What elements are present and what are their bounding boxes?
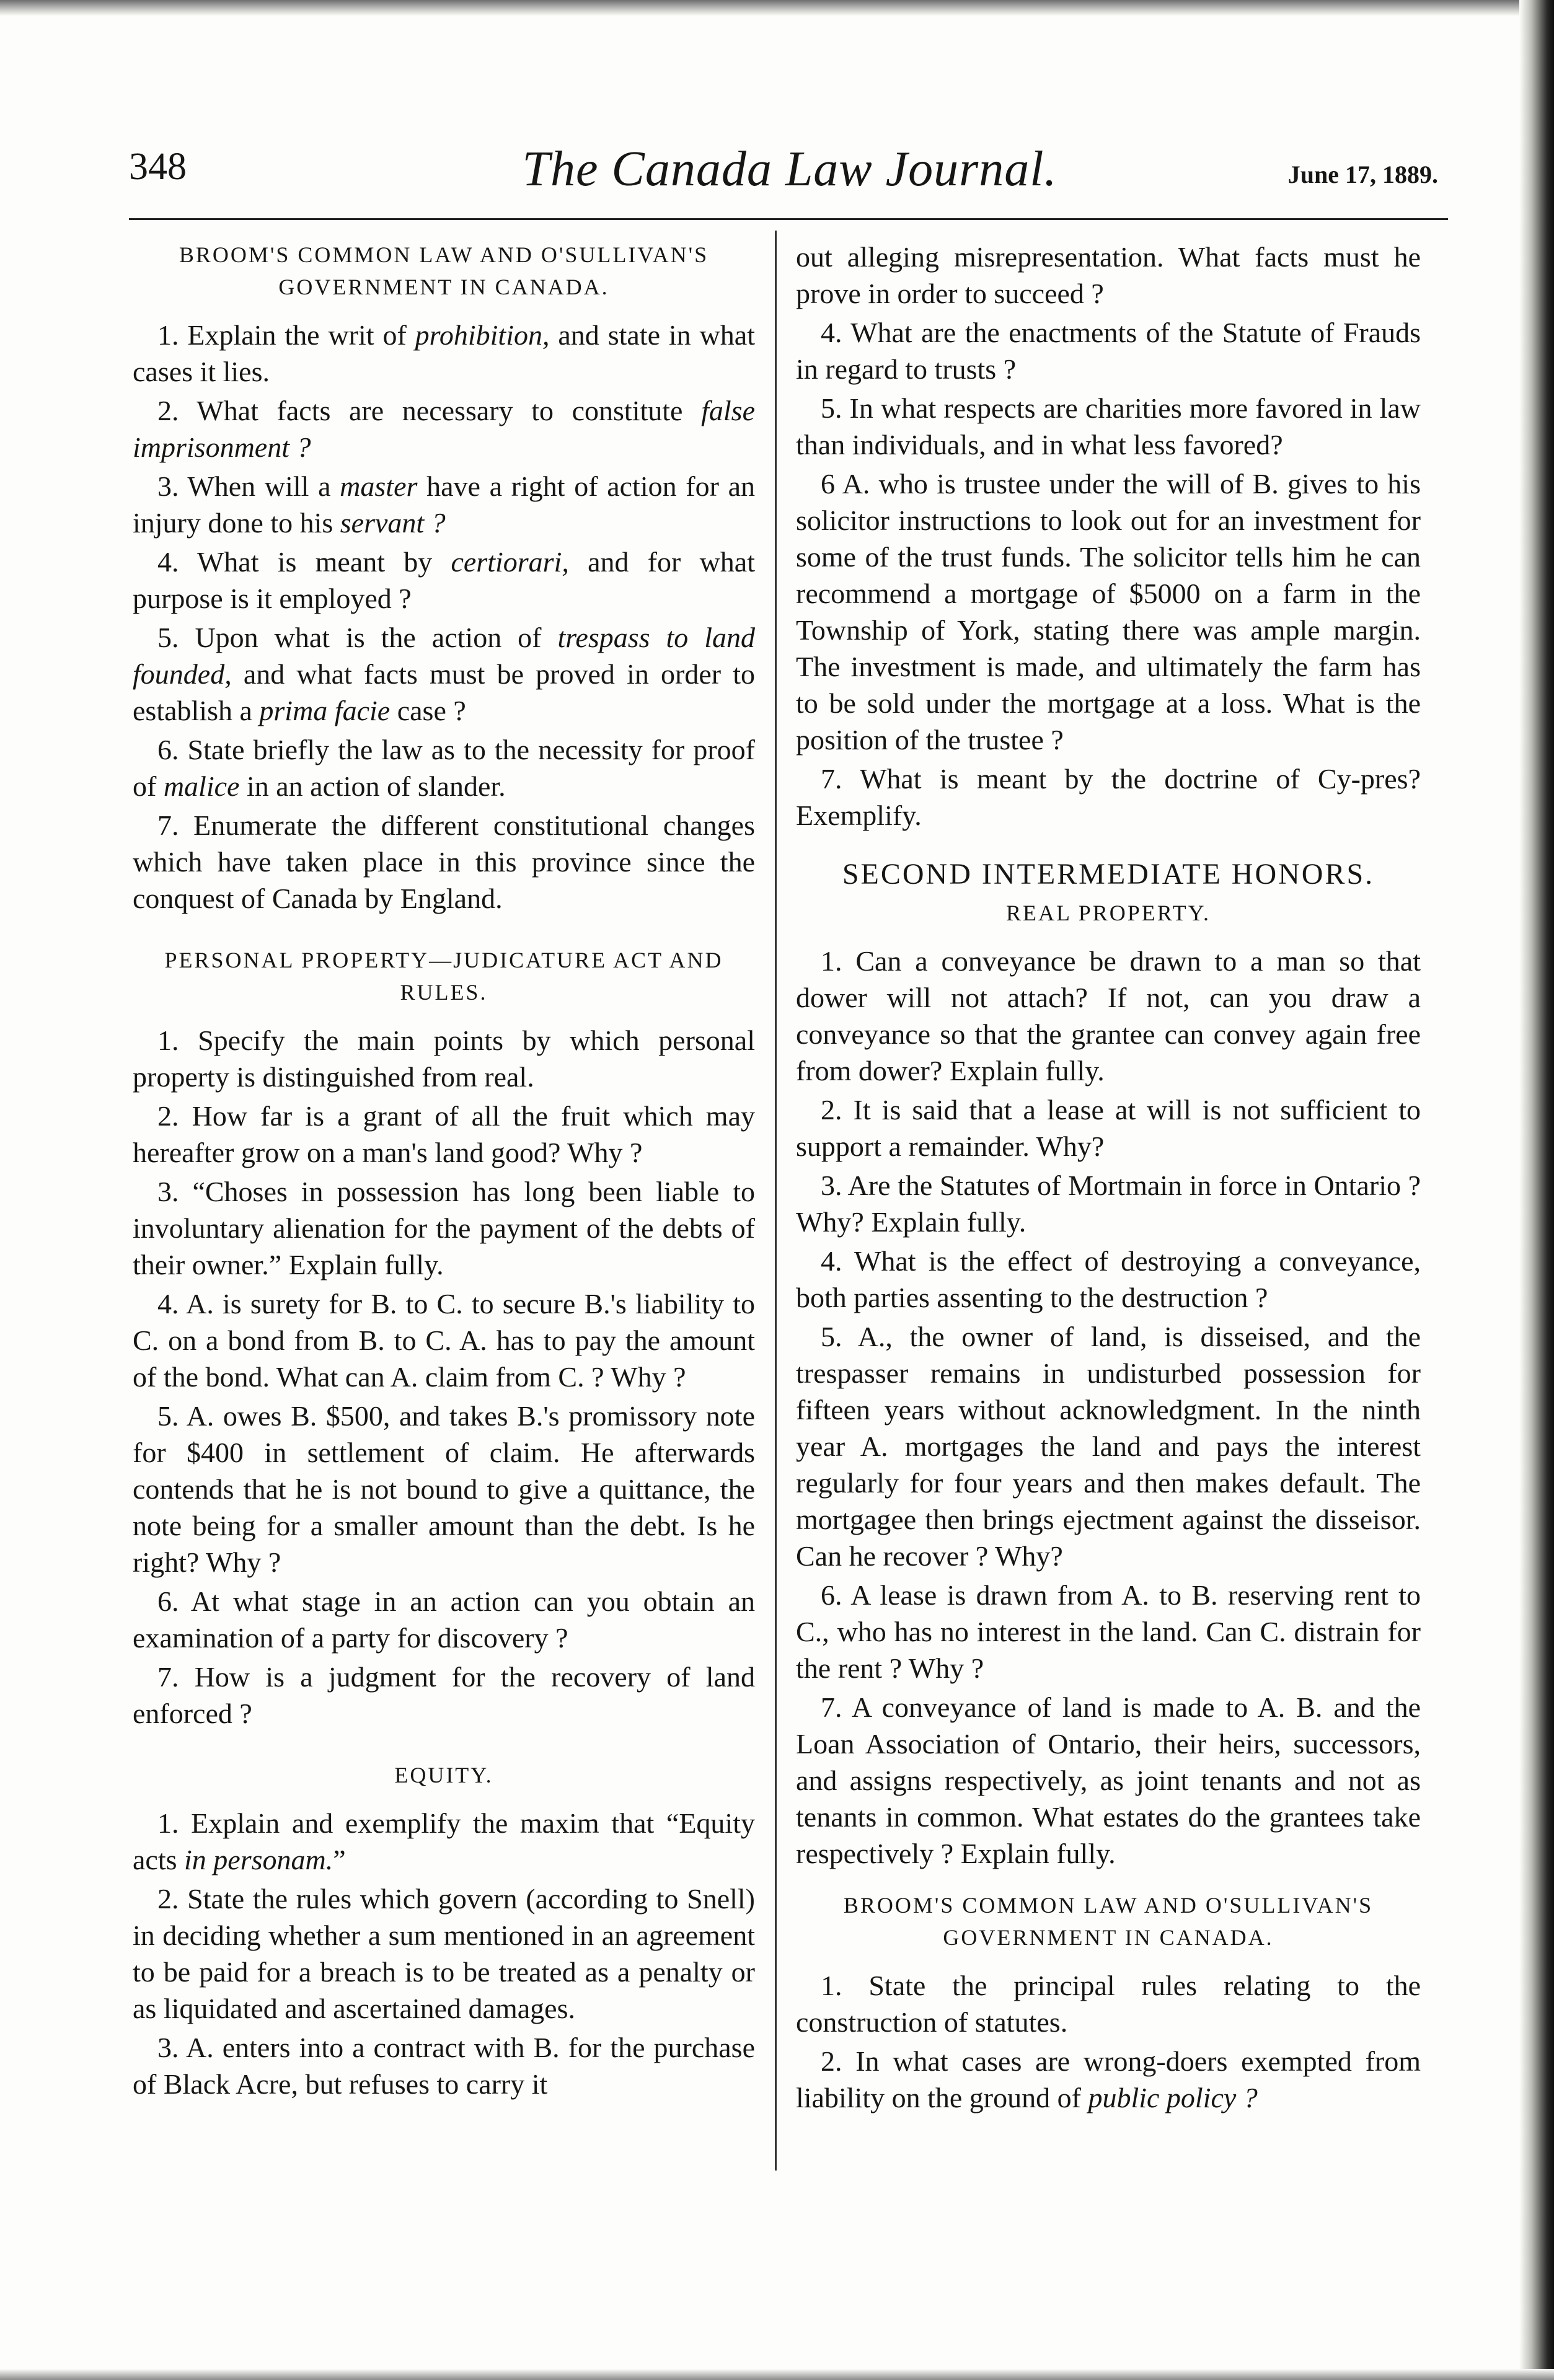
question: 1. Explain and exemplify the maxim that “Equity acts in personam.” — [133, 1807, 755, 1875]
question: 2. In what cases are wrong-doers exempted from liability on the ground of public policy ? — [796, 2045, 1421, 2113]
question: 2. What facts are necessary to constitute false imprisonment ? — [133, 395, 755, 463]
question: 5. A. owes B. $500, and takes B.'s promissory note for $400 in settlement of claim. He afterwards contends that he is not bound to give a quittance, the note being for a smaller amount than the debt. Is he right? Why ? — [133, 1400, 755, 1578]
question: 5. A., the owner of land, is disseised, and the trespasser remains in undisturbed possession for fifteen years without acknowledgment. In the ninth year A. mortgages the land and pays the interest regularly for four years and then makes default. The mortgagee then brings ejectment against the disseisor. Can he recover ? Why? — [796, 1321, 1421, 1572]
question: 4. A. is surety for B. to C. to secure B.'s liability to C. on a bond from B. to C. A. has to pay the amount of the bond. What can A. claim from C. ? Why ? — [133, 1288, 755, 1393]
question: 3. A. enters into a contract with B. for the purchase of Black Acre, but refuses to carry it — [133, 2032, 755, 2100]
question: 2. How far is a grant of all the fruit which may hereafter grow on a man's land good? Why ? — [133, 1100, 755, 1168]
section-heading-major: SECOND INTERMEDIATE HONORS. — [842, 858, 1375, 891]
header-rule — [129, 218, 1448, 220]
scan-edge-top — [0, 0, 1554, 16]
question: 3. Are the Statutes of Mortmain in force in Ontario ? Why? Explain fully. — [796, 1170, 1421, 1238]
question: 7. A conveyance of land is made to A. B. and the Loan Association of Ontario, their heirs, successors, and assigns respectively, as joint tenants and not as tenants in common. What estates do the grantees take respectively ? Explain fully. — [796, 1691, 1421, 1869]
section-heading: BROOM'S COMMON LAW AND O'SULLIVAN'S GOVERNMENT IN CANADA. — [179, 242, 709, 299]
section-subheading: REAL PROPERTY. — [1006, 901, 1211, 925]
question: 7. How is a judgment for the recovery of land enforced ? — [133, 1661, 755, 1729]
question: 1. Can a conveyance be drawn to a man so that dower will not attach? If not, can you draw a conveyance so that the grantee can convey again free from dower? Explain fully. — [796, 945, 1421, 1086]
column-divider — [775, 231, 777, 2171]
question: 2. It is said that a lease at will is not sufficient to support a remainder. Why? — [796, 1094, 1421, 1162]
question: 4. What is the effect of destroying a conveyance, both parties assenting to the destruction ? — [796, 1245, 1421, 1313]
journal-title: The Canada Law Journal. — [522, 142, 1057, 196]
scan-edge-right — [1519, 0, 1554, 2380]
question: 7. What is meant by the doctrine of Cy-pres? Exemplify. — [796, 763, 1421, 831]
question: 6. A lease is drawn from A. to B. reserving rent to C., who has no interest in the land. Can C. distrain for the rent ? Why ? — [796, 1579, 1421, 1684]
running-header — [129, 141, 1450, 203]
question: 3. When will a master have a right of action for an injury done to his servant ? — [133, 470, 755, 539]
right-column — [796, 239, 1421, 2118]
section-heading: EQUITY. — [394, 1763, 493, 1787]
question: 2. State the rules which govern (according to Snell) in deciding whether a sum mentioned in an agreement to be paid for a breach is to be treated as a penalty or as liquidated and ascertained damages. — [133, 1883, 755, 2024]
question-continued: out alleging misrepresentation. What facts must he prove in order to succeed ? — [796, 241, 1421, 309]
page-number: 348 — [129, 146, 187, 188]
question: 4. What are the enactments of the Statute of Frauds in regard to trusts ? — [796, 317, 1421, 385]
question: 5. In what respects are charities more favored in law than individuals, and in what less favored? — [796, 392, 1421, 461]
issue-date: June 17, 1889. — [1287, 161, 1438, 188]
question: 4. What is meant by certiorari, and for what purpose is it employed ? — [133, 546, 755, 614]
scan-edge-bottom — [0, 2369, 1554, 2380]
question: 6 A. who is trustee under the will of B. gives to his solicitor instructions to look out for an investment for some of the trust funds. The solicitor tells him he can recommend a mortgage of $5000 on a farm in the Township of York, stating there was ample margin. The investment is made, and ultimately the farm has to be sold under the mortgage at a loss. What is the position of the trustee ? — [796, 468, 1421, 756]
section-heading: PERSONAL PROPERTY—JUDICATURE ACT AND RULES. — [164, 948, 723, 1005]
question: 1. Explain the writ of prohibition, and state in what cases it lies. — [133, 319, 755, 387]
question: 6. State briefly the law as to the necessity for proof of malice in an action of slander. — [133, 734, 755, 802]
question: 5. Upon what is the action of trespass to land founded, and what facts must be proved in order to establish a prima facie case ? — [133, 622, 756, 726]
section-heading: BROOM'S COMMON LAW AND O'SULLIVAN'S GOVERNMENT IN CANADA. — [843, 1893, 1374, 1950]
question: 7. Enumerate the different constitutional changes which have taken place in this province since the conquest of Canada by England. — [133, 809, 755, 914]
question: 3. “Choses in possession has long been liable to involuntary alienation for the payment of the debts of their owner.” Explain fully. — [133, 1176, 755, 1280]
left-column — [133, 239, 755, 2105]
question: 6. At what stage in an action can you obtain an examination of a party for discovery ? — [133, 1585, 755, 1654]
question: 1. State the principal rules relating to the construction of statutes. — [796, 1970, 1421, 2038]
question: 1. Specify the main points by which personal property is distinguished from real. — [133, 1025, 755, 1093]
